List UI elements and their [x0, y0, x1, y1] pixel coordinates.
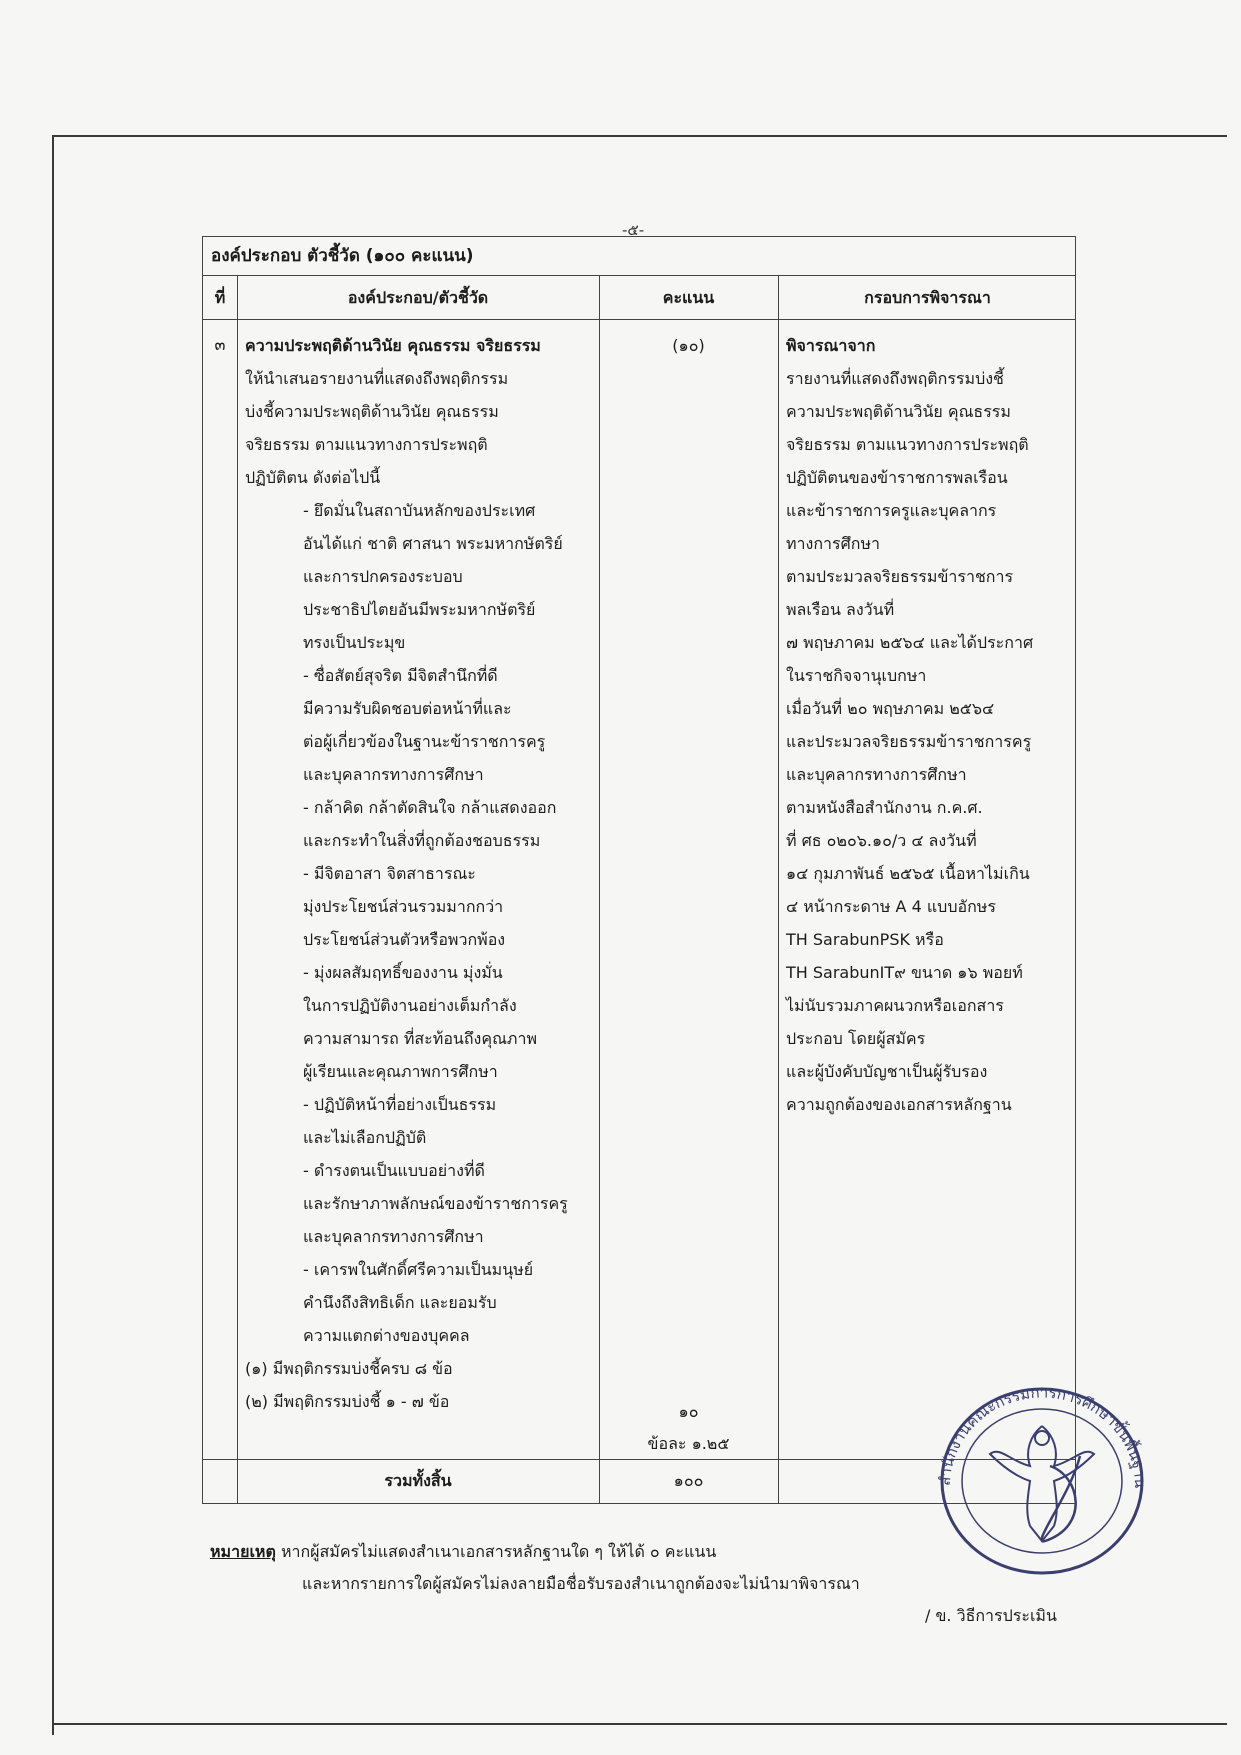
framework-line: จริยธรรม ตามแนวทางการประพฤติ	[786, 435, 1029, 454]
header-no: ที่	[214, 288, 226, 307]
component-line: อันได้แก่ ชาติ ศาสนา พระมหากษัตริย์	[303, 534, 563, 553]
component-text	[245, 329, 595, 1418]
framework-line: ๑๔ กุมภาพันธ์ ๒๕๖๕ เนื้อหาไม่เกิน	[786, 864, 1030, 883]
component-line: และการปกครองระบอบ	[303, 567, 463, 586]
framework-line: และข้าราชการครูและบุคลากร	[786, 501, 997, 520]
component-line: มีความรับผิดชอบต่อหน้าที่และ	[303, 699, 512, 718]
framework-line: ปฏิบัติตนของข้าราชการพลเรือน	[786, 468, 1008, 487]
svg-text:สำนักงานคณะกรรมการการศึกษาขั้น	[936, 1383, 1150, 1488]
component-line: ต่อผู้เกี่ยวข้องในฐานะข้าราชการครู	[303, 732, 546, 751]
header-component: องค์ประกอบ/ตัวชี้วัด	[347, 288, 489, 307]
component-line: ผู้เรียนและคุณภาพการศึกษา	[303, 1062, 498, 1081]
footnote-line-1	[210, 1536, 860, 1568]
framework-line: TH SarabunIT๙ ขนาด ๑๖ พอยท์	[786, 963, 1023, 982]
scan-bottom-line	[52, 1723, 1227, 1725]
score-total: (๑๐)	[672, 336, 705, 355]
header-framework: กรอบการพิจารณา	[864, 288, 991, 307]
garuda-emblem-icon	[990, 1426, 1094, 1541]
component-line: ความประพฤติด้านวินัย คุณธรรม จริยธรรม	[245, 336, 541, 355]
framework-line: ที่ ศธ ๐๒๐๖.๑๐/ว ๔ ลงวันที่	[786, 831, 977, 850]
column-divider	[599, 276, 600, 1503]
score-full: ๑๐	[678, 1402, 699, 1421]
component-line: - ซื่อสัตย์สุจริต มีจิตสำนึกที่ดี	[303, 666, 498, 685]
column-divider	[778, 276, 779, 1503]
component-line: ความแตกต่างของบุคคล	[303, 1326, 470, 1345]
component-line: - ดำรงตนเป็นแบบอย่างที่ดี	[303, 1161, 485, 1180]
component-line: จริยธรรม ตามแนวทางการประพฤติ	[245, 435, 488, 454]
component-line: ทรงเป็นประมุข	[303, 633, 406, 652]
framework-line: TH SarabunPSK หรือ	[786, 930, 944, 949]
row-number: ๓	[214, 335, 226, 354]
framework-line: พลเรือน ลงวันที่	[786, 600, 895, 619]
component-line: และรักษาภาพลักษณ์ของข้าราชการครู	[303, 1194, 568, 1213]
footnote-line-2: และหากรายการใดผู้สมัครไม่ลงลายมือชื่อรับรองสำเนาถูกต้องจะไม่นำมาพิจารณา	[302, 1574, 860, 1593]
framework-line: ไม่นับรวมภาคผนวกหรือเอกสาร	[786, 996, 1004, 1015]
framework-line: และประมวลจริยธรรมข้าราชการครู	[786, 732, 1032, 751]
criteria-table	[202, 236, 1076, 1504]
next-page-ref: / ข. วิธีการประเมิน	[925, 1606, 1057, 1625]
framework-line: พิจารณาจาก	[786, 336, 876, 355]
component-line: และบุคลากรทางการศึกษา	[303, 765, 484, 784]
component-line: และไม่เลือกปฏิบัติ	[303, 1128, 427, 1147]
component-line: และบุคลากรทางการศึกษา	[303, 1227, 484, 1246]
component-line: ปฏิบัติตน ดังต่อไปนี้	[245, 468, 381, 487]
framework-line: และผู้บังคับบัญชาเป็นผู้รับรอง	[786, 1062, 988, 1081]
component-line: และกระทำในสิ่งที่ถูกต้องชอบธรรม	[303, 831, 541, 850]
component-line: ประชาธิปไตยอันมีพระมหากษัตริย์	[303, 600, 536, 619]
component-line: มุ่งประโยชน์ส่วนรวมมากกว่า	[303, 897, 504, 916]
component-line: ประโยชน์ส่วนตัวหรือพวกพ้อง	[303, 930, 506, 949]
framework-line: ตามหนังสือสำนักงาน ก.ค.ศ.	[786, 798, 983, 817]
framework-line: ตามประมวลจริยธรรมข้าราชการ	[786, 567, 1014, 586]
component-line: (๒) มีพฤติกรรมบ่งชี้ ๑ - ๗ ข้อ	[245, 1392, 450, 1411]
component-line: ความสามารถ ที่สะท้อนถึงคุณภาพ	[303, 1029, 537, 1048]
framework-line: ประกอบ โดยผู้สมัคร	[786, 1029, 926, 1048]
component-line: - มุ่งผลสัมฤทธิ์ของงาน มุ่งมั่น	[303, 963, 503, 982]
component-line: - เคารพในศักดิ์ศรีความเป็นมนุษย์	[303, 1260, 534, 1279]
framework-line: และบุคลากรทางการศึกษา	[786, 765, 967, 784]
component-line: ให้นำเสนอรายงานที่แสดงถึงพฤติกรรม	[245, 369, 509, 388]
total-label: รวมทั้งสิ้น	[384, 1471, 452, 1490]
framework-line: ๗ พฤษภาคม ๒๕๖๔ และได้ประกาศ	[786, 633, 1034, 652]
footnote	[210, 1536, 860, 1600]
score-partial: ข้อละ ๑.๒๕	[647, 1434, 730, 1453]
framework-line: ความถูกต้องของเอกสารหลักฐาน	[786, 1095, 1012, 1114]
framework-line: ความประพฤติด้านวินัย คุณธรรม	[786, 402, 1011, 421]
framework-line: รายงานที่แสดงถึงพฤติกรรมบ่งชี้	[786, 369, 1004, 388]
framework-line: ทางการศึกษา	[786, 534, 880, 553]
framework-line: ๔ หน้ากระดาษ A 4 แบบอักษร	[786, 897, 996, 916]
component-line: ในการปฏิบัติงานอย่างเต็มกำลัง	[303, 996, 517, 1015]
total-value: ๑๐๐	[673, 1471, 704, 1490]
footnote-text-1: หากผู้สมัครไม่แสดงสำเนาเอกสารหลักฐานใด ๆ ให้ได้ ๐ คะแนน	[275, 1542, 717, 1561]
official-seal-icon	[930, 1376, 1155, 1576]
header-divider	[203, 319, 1075, 320]
page-number: -๕-	[622, 221, 645, 239]
component-line: (๑) มีพฤติกรรมบ่งชี้ครบ ๘ ข้อ	[245, 1359, 453, 1378]
component-line: - กล้าคิด กล้าตัดสินใจ กล้าแสดงออก	[303, 798, 557, 817]
component-line: คำนึงถึงสิทธิเด็ก และยอมรับ	[303, 1293, 497, 1312]
framework-line: ในราชกิจจานุเบกษา	[786, 666, 927, 685]
column-divider	[237, 276, 238, 1503]
table-caption: องค์ประกอบ ตัวชี้วัด (๑๐๐ คะแนน)	[203, 237, 1075, 276]
component-line: - ยึดมั่นในสถาบันหลักของประเทศ	[303, 501, 536, 520]
framework-text	[786, 329, 1076, 1121]
component-line: บ่งชี้ความประพฤติด้านวินัย คุณธรรม	[245, 402, 499, 421]
footnote-label: หมายเหตุ	[210, 1542, 276, 1561]
component-line: - ปฏิบัติหน้าที่อย่างเป็นธรรม	[303, 1095, 497, 1114]
framework-line: เมื่อวันที่ ๒๐ พฤษภาคม ๒๕๖๔	[786, 699, 995, 718]
component-line: - มีจิตอาสา จิตสาธารณะ	[303, 864, 476, 883]
header-score: คะแนน	[662, 288, 715, 307]
seal-text: สำนักงานคณะกรรมการการศึกษาขั้นพื้นฐาน	[935, 1383, 1150, 1489]
